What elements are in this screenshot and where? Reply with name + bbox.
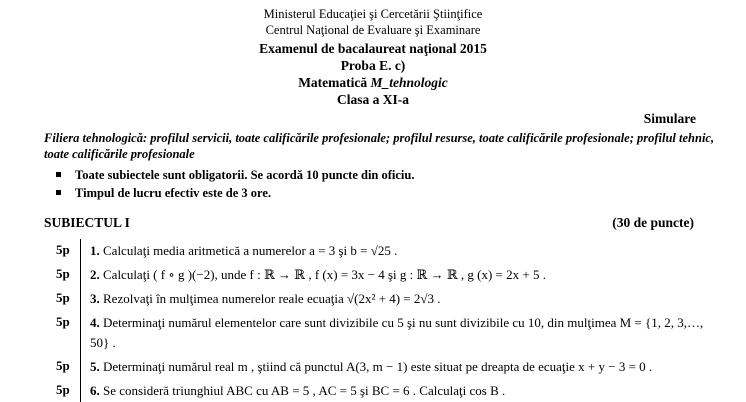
filiera-paragraph: Filiera tehnologică: profilul servicii, toate calificările profesionale; profilul resurse, toate calificările profesionale; profilul tehnic, toate calificările profesionale [44, 130, 715, 161]
question-number: 5. [90, 359, 100, 375]
question-row [56, 311, 716, 355]
subject-line [0, 75, 746, 92]
question-body [80, 263, 716, 287]
question-row [56, 355, 716, 379]
question-points: 5p [56, 358, 70, 374]
instruction-text: Timpul de lucru efectiv este de 3 ore. [75, 186, 272, 201]
section-header [44, 215, 694, 231]
questions-table [56, 239, 716, 402]
proba-line: Proba E. c) [340, 58, 406, 74]
instruction-item [56, 166, 746, 184]
question-number: 6. [90, 383, 100, 399]
question-text: Determinaţi numărul elementelor care sunt divizibile cu 5 şi nu sunt divizibile cu 10, din mulţimea M = {1, 2, 3,…, 50} . [90, 314, 704, 351]
question-text: Rezolvaţi în mulţimea numerelor reale ecuaţia √(2x² + 4) = 2√3 . [103, 290, 441, 306]
title-block [0, 41, 746, 109]
question-body [80, 311, 716, 355]
section-points: (30 de puncte) [612, 214, 694, 230]
question-body [80, 287, 716, 311]
subject-prefix: Matematică [298, 75, 368, 90]
question-points: 5p [56, 289, 70, 305]
question-row [56, 263, 716, 287]
question-points: 5p [56, 313, 70, 329]
question-row [56, 379, 716, 402]
bullet-square-icon [56, 172, 61, 177]
question-number: 1. [90, 242, 100, 258]
question-body [80, 239, 716, 263]
document-header [0, 0, 746, 38]
question-text: Se consideră triunghiul ABC cu AB = 5 , AC = 5 şi BC = 6 . Calculaţi cos B . [103, 383, 506, 399]
question-points: 5p [56, 241, 70, 257]
question-number: 3. [90, 290, 100, 306]
question-row [56, 239, 716, 263]
instruction-item [56, 184, 746, 202]
instructions-list [56, 166, 746, 202]
question-text: Determinaţi numărul real m , ştiind că punctul A(3, m − 1) este situat pe dreapta de ecuaţie x + y − 3 = 0 . [103, 359, 653, 375]
ministry-line: Ministerul Educaţiei şi Cercetării Ştiinţifice [263, 7, 483, 21]
question-number: 4. [90, 314, 100, 330]
question-number: 2. [90, 266, 100, 282]
question-points: 5p [56, 382, 70, 398]
question-row [56, 287, 716, 311]
question-text: Calculaţi ( f ∘ g )(−2), unde f : ℝ → ℝ , f (x) = 3x − 4 şi g : ℝ → ℝ , g (x) = 2x + 5 . [103, 266, 546, 282]
simulare-label: Simulare [643, 110, 696, 126]
question-body [80, 355, 716, 379]
center-line: Centrul Naţional de Evaluare şi Examinare [265, 22, 481, 37]
grade-line: Clasa a XI-a [336, 91, 409, 107]
bullet-square-icon [56, 190, 61, 195]
exam-title: Examenul de bacalaureat naţional 2015 [259, 41, 487, 57]
instruction-text: Toate subiectele sunt obligatorii. Se acordă 10 puncte din oficiu. [75, 168, 415, 183]
question-points: 5p [56, 265, 70, 281]
question-body [80, 379, 716, 402]
section-title: SUBIECTUL I [44, 214, 130, 230]
question-text: Calculaţi media aritmetică a numerelor a = 3 şi b = √25 . [103, 242, 398, 258]
subject-name: M_tehnologic [370, 75, 448, 90]
